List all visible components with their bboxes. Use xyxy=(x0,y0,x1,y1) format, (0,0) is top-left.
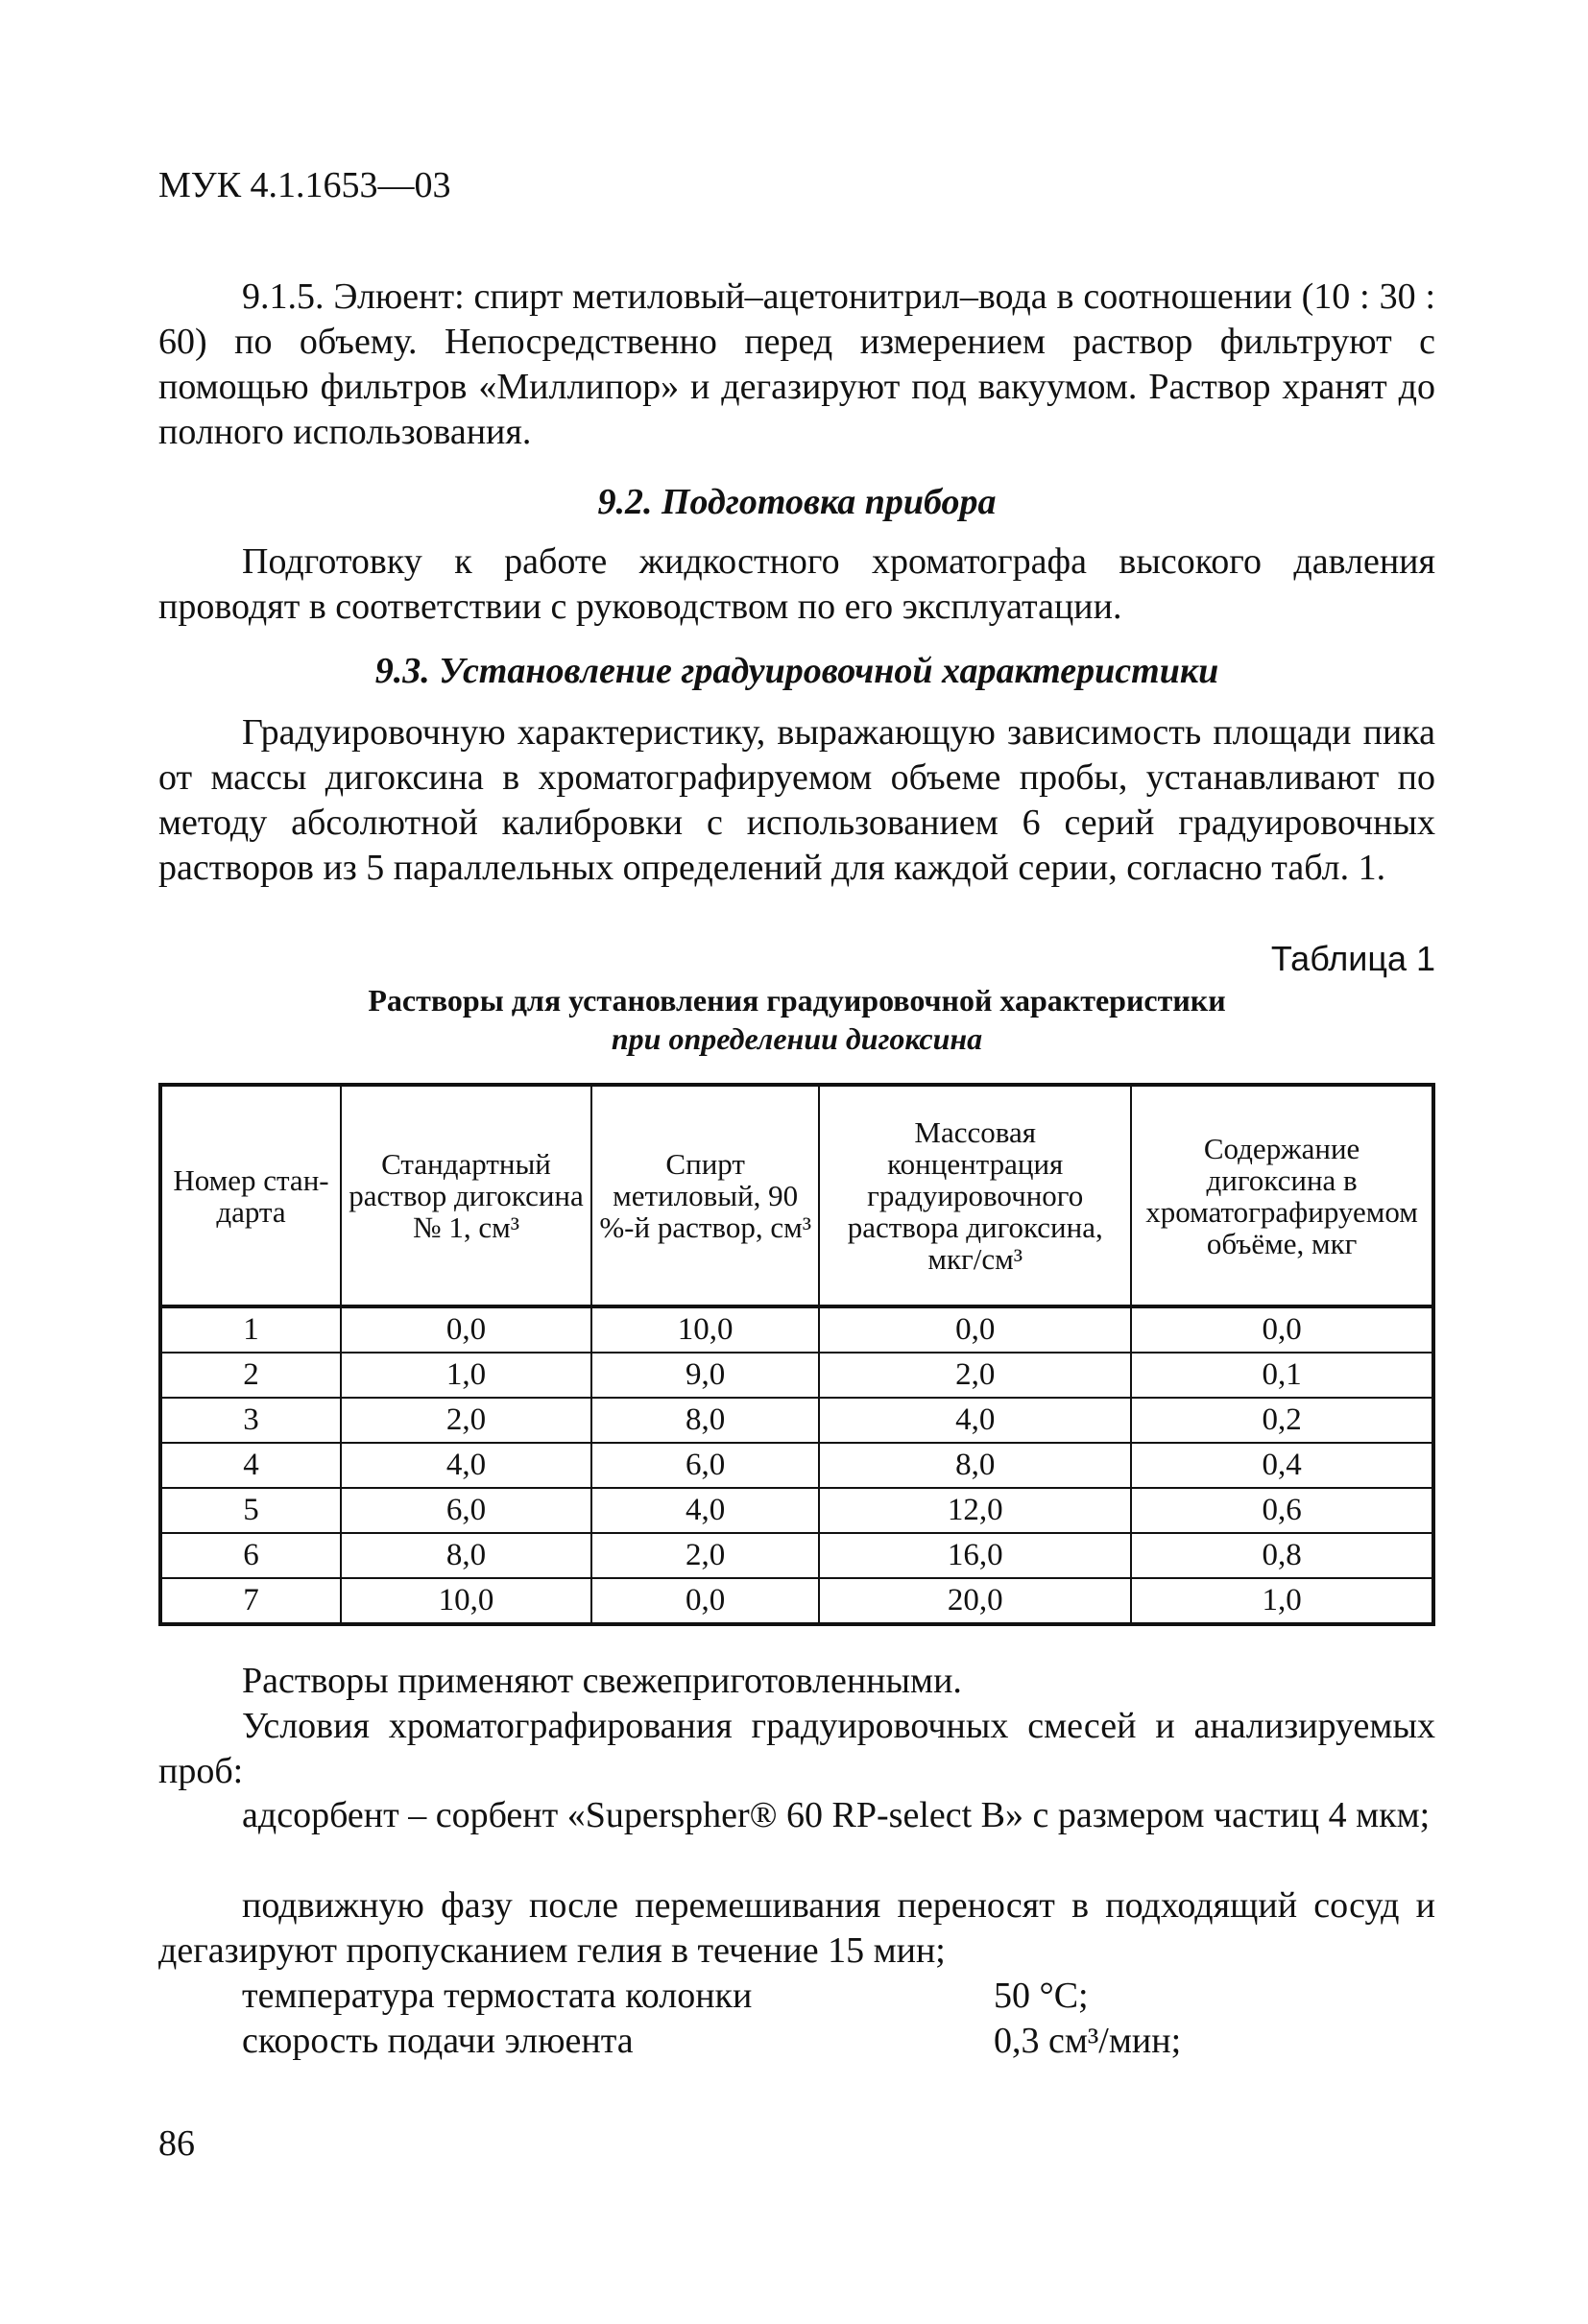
table-cell: 6,0 xyxy=(341,1488,591,1533)
table-cell: 16,0 xyxy=(819,1533,1131,1578)
section-heading-9-2: 9.2. Подготовка прибора xyxy=(597,482,997,522)
header-mass-concentration: Массовая концентрация градуировочного раствора дигоксина, мкг/см³ xyxy=(819,1085,1131,1306)
table-cell: 0,4 xyxy=(1131,1443,1433,1488)
table-label: Таблица 1 xyxy=(1270,939,1435,978)
table-title-line-1: Растворы для установления градуировочной характеристики xyxy=(368,983,1226,1018)
table-cell: 4,0 xyxy=(341,1443,591,1488)
table-row xyxy=(160,1578,1433,1624)
calibration-solutions-table xyxy=(158,1083,1435,1626)
document-code-header: МУК 4.1.1653—03 xyxy=(158,165,451,205)
condition-row-flow-rate xyxy=(158,2019,1435,2064)
table-header-row xyxy=(160,1085,1433,1306)
paragraph-mobile-phase: подвижную фазу после перемешивания переносят в подходящий сосуд и дегазируют пропусканием гелия в течение 15 мин; xyxy=(158,1885,1435,1971)
table-cell: 0,0 xyxy=(341,1306,591,1353)
table-cell: 3 xyxy=(160,1398,341,1443)
table-cell: 4 xyxy=(160,1443,341,1488)
table-title-line-2: при определении дигоксина xyxy=(611,1021,983,1056)
paragraph-adsorbent: адсорбент – сорбент «Superspher® 60 RP-select B» с размером частиц 4 мкм; xyxy=(242,1795,1431,1835)
page-number: 86 xyxy=(158,2123,195,2164)
condition-label: скорость подачи элюента xyxy=(242,2021,634,2061)
table-cell: 2,0 xyxy=(819,1353,1131,1398)
table-cell: 6 xyxy=(160,1533,341,1578)
table-cell: 0,1 xyxy=(1131,1353,1433,1398)
header-standard-number: Номер стан-дарта xyxy=(160,1085,341,1306)
table-cell: 9,0 xyxy=(591,1353,819,1398)
table-cell: 20,0 xyxy=(819,1578,1131,1624)
table-cell: 0,0 xyxy=(1131,1306,1433,1353)
condition-value: 50 °С; xyxy=(994,1976,1089,2016)
table-row xyxy=(160,1398,1433,1443)
table-cell: 0,0 xyxy=(591,1578,819,1624)
table-cell: 4,0 xyxy=(591,1488,819,1533)
condition-label: температура термостата колонки xyxy=(242,1976,753,2016)
document-page xyxy=(158,0,1435,2324)
table-cell: 0,0 xyxy=(819,1306,1131,1353)
header-standard-solution: Стандартный раствор дигоксина № 1, см³ xyxy=(341,1085,591,1306)
table-cell: 10,0 xyxy=(341,1578,591,1624)
paragraph-device-prep: Подготовку к работе жидкостного хроматографа высокого давления проводят в соответствии с руководством по его эксплуатации. xyxy=(158,541,1435,627)
table-cell: 1,0 xyxy=(341,1353,591,1398)
table-cell: 8,0 xyxy=(341,1533,591,1578)
table-cell: 2 xyxy=(160,1353,341,1398)
table-row xyxy=(160,1353,1433,1398)
table-cell: 2,0 xyxy=(341,1398,591,1443)
paragraph-eluent: 9.1.5. Элюент: спирт метиловый–ацетонитрил–вода в соотношении (10 : 30 : 60) по объему. Непосредственно перед измерением раствор фильтруют с помощью фильтров «Миллипор» и дегазируют под вакуумом. Раствор хранят до полного использования. xyxy=(158,276,1435,452)
table-cell: 2,0 xyxy=(591,1533,819,1578)
table-cell: 8,0 xyxy=(819,1443,1131,1488)
table-cell: 4,0 xyxy=(819,1398,1131,1443)
header-digoxin-content: Содержание дигоксина в хроматографируемом объёме, мкг xyxy=(1131,1085,1433,1306)
table-title xyxy=(158,981,1435,1058)
paragraph-calibration: Градуировочную характеристику, выражающую зависимость площади пика от массы дигоксина в хроматографируемом объеме пробы, устанавливают по методу абсолютной калибровки с использованием 6 серий градуировочных растворов из 5 параллельных определений для каждой серии, согласно табл. 1. xyxy=(158,712,1435,888)
table-cell: 12,0 xyxy=(819,1488,1131,1533)
table-cell: 0,6 xyxy=(1131,1488,1433,1533)
table-cell: 6,0 xyxy=(591,1443,819,1488)
table-cell: 10,0 xyxy=(591,1306,819,1353)
table-cell: 0,8 xyxy=(1131,1533,1433,1578)
header-methanol: Спирт метиловый, 90 %-й раствор, см³ xyxy=(591,1085,819,1306)
table-row xyxy=(160,1443,1433,1488)
table-cell: 7 xyxy=(160,1578,341,1624)
table-cell: 8,0 xyxy=(591,1398,819,1443)
table-row xyxy=(160,1488,1433,1533)
paragraph-fresh-solutions: Растворы применяют свежеприготовленными. xyxy=(242,1661,962,1701)
condition-row-temperature xyxy=(158,1974,1435,2019)
table-row xyxy=(160,1533,1433,1578)
table-cell: 1,0 xyxy=(1131,1578,1433,1624)
section-heading-9-3: 9.3. Установление градуировочной характеристики xyxy=(374,651,1219,691)
table-row xyxy=(160,1306,1433,1353)
table-cell: 0,2 xyxy=(1131,1398,1433,1443)
table-cell: 5 xyxy=(160,1488,341,1533)
table-cell: 1 xyxy=(160,1306,341,1353)
paragraph-conditions-intro: Условия хроматографирования градуировочных смесей и анализируемых проб: xyxy=(158,1706,1435,1791)
condition-value: 0,3 см³/мин; xyxy=(994,2021,1182,2061)
